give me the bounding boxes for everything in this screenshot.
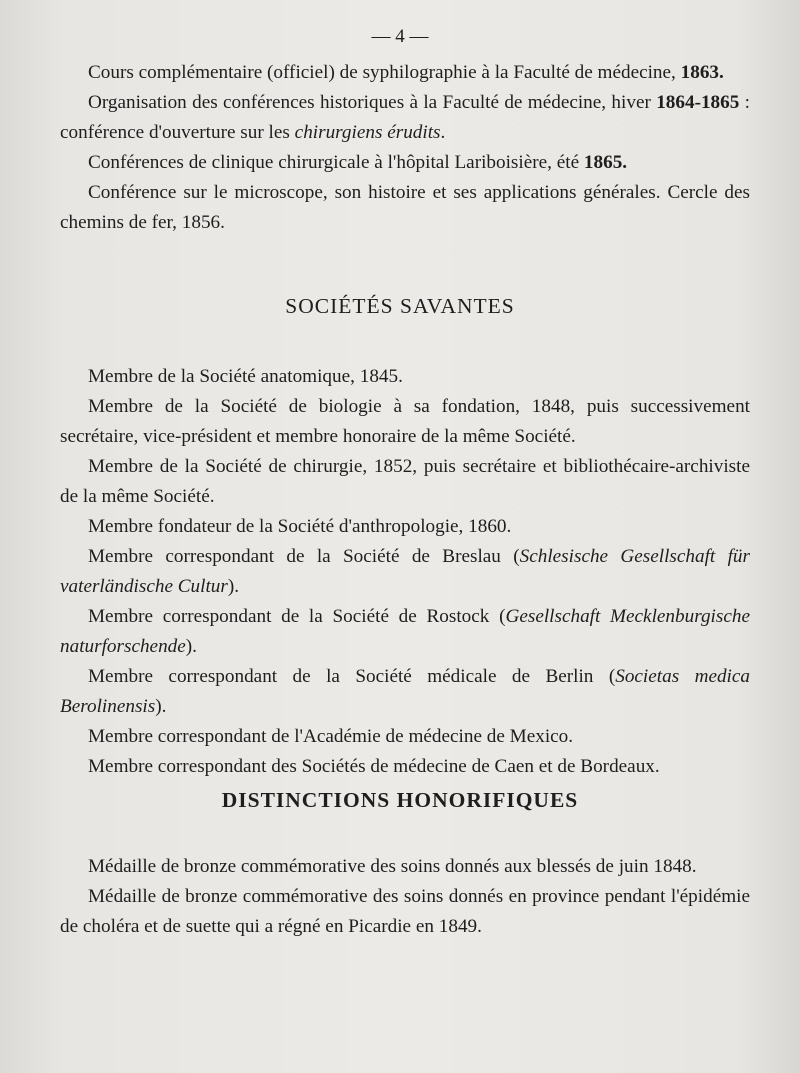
- text-run: Membre correspondant des Sociétés de médecine de Caen et de Bordeaux.: [88, 756, 660, 777]
- intro_paragraphs-paragraph: [60, 58, 750, 88]
- section_societes.paragraphs-paragraph: [60, 542, 750, 602]
- section_societes.paragraphs-paragraph: [60, 392, 750, 452]
- text-run: Conférence sur le microscope, son histoire et ses applications générales. Cercle des chemins de fer, 1856.: [60, 182, 750, 233]
- section_societes.paragraphs-paragraph: [60, 662, 750, 722]
- section_societes.paragraphs-paragraph: [60, 362, 750, 392]
- text-run: Membre de la Société anatomique, 1845.: [88, 366, 403, 387]
- page-number: — 4 —: [371, 26, 429, 47]
- text-run: Membre correspondant de la Société médicale de Berlin (: [88, 666, 616, 687]
- text-run: Conférences de clinique chirurgicale à l'hôpital Lariboisière, été: [88, 152, 584, 173]
- section_distinctions.paragraphs-paragraph: [60, 882, 750, 942]
- intro_paragraphs-paragraph: [60, 178, 750, 238]
- intro_paragraphs-paragraph: [60, 148, 750, 178]
- text-run: Membre correspondant de la Société de Breslau (: [88, 546, 520, 567]
- text-run: Membre de la Société de chirurgie, 1852, puis secrétaire et bibliothécaire-archiviste de la même Société.: [60, 456, 750, 507]
- text-run: .: [440, 122, 446, 143]
- section-title-societes: SOCIÉTÉS SAVANTES: [285, 294, 515, 318]
- text-run: Membre de la Société de biologie à sa fondation, 1848, puis successivement secrétaire, vice-président et membre honoraire de la même Société.: [60, 396, 750, 447]
- section_societes.paragraphs-paragraph: [60, 452, 750, 512]
- text-run: 1865.: [583, 152, 628, 173]
- section_societes.paragraphs-paragraph: [60, 512, 750, 542]
- text-run: 1863.: [680, 62, 724, 83]
- text-run: Médaille de bronze commémorative des soins donnés en province pendant l'épidémie de choléra et de suette qui a régné en Picardie en 1849.: [60, 886, 750, 937]
- text-run: chirurgiens érudits: [294, 122, 441, 143]
- text-run: Médaille de bronze commémorative des soins donnés aux blessés de juin 1848.: [88, 856, 697, 877]
- intro-block: [60, 58, 750, 238]
- section-title-distinctions: DISTINCTIONS HONORIFIQUES: [221, 788, 579, 812]
- text-run: Cours complémentaire (officiel) de syphilographie à la Faculté de médecine,: [88, 62, 681, 83]
- section_distinctions.paragraphs-paragraph: [60, 852, 750, 882]
- text-run: ).: [185, 636, 197, 657]
- intro_paragraphs-paragraph: [60, 88, 750, 148]
- text-run: : conférence d'ouverture sur les: [60, 92, 750, 143]
- section_societes.paragraphs-paragraph: [60, 602, 750, 662]
- text-run: ).: [227, 576, 240, 597]
- text-run: Organisation des conférences historiques à la Faculté de médecine, hiver: [88, 92, 657, 113]
- section_societes.paragraphs-paragraph: [60, 752, 750, 782]
- text-run: Membre correspondant de la Société de Rostock (: [88, 606, 506, 627]
- text-run: Societas medica Berolinensis: [60, 666, 750, 717]
- distinctions-block: [60, 852, 750, 942]
- section_societes.paragraphs-paragraph: [60, 722, 750, 752]
- text-run: Schlesische Gesellschaft für vaterländische Cultur: [60, 546, 750, 597]
- text-run: Membre fondateur de la Société d'anthropologie, 1860.: [88, 516, 512, 537]
- societes-block: [60, 362, 750, 782]
- text-run: Gesellschaft Mecklenburgische naturforschende: [60, 606, 750, 657]
- text-run: 1864-1865: [656, 92, 740, 113]
- text-run: Membre correspondant de l'Académie de médecine de Mexico.: [88, 726, 574, 747]
- text-run: ).: [155, 696, 167, 717]
